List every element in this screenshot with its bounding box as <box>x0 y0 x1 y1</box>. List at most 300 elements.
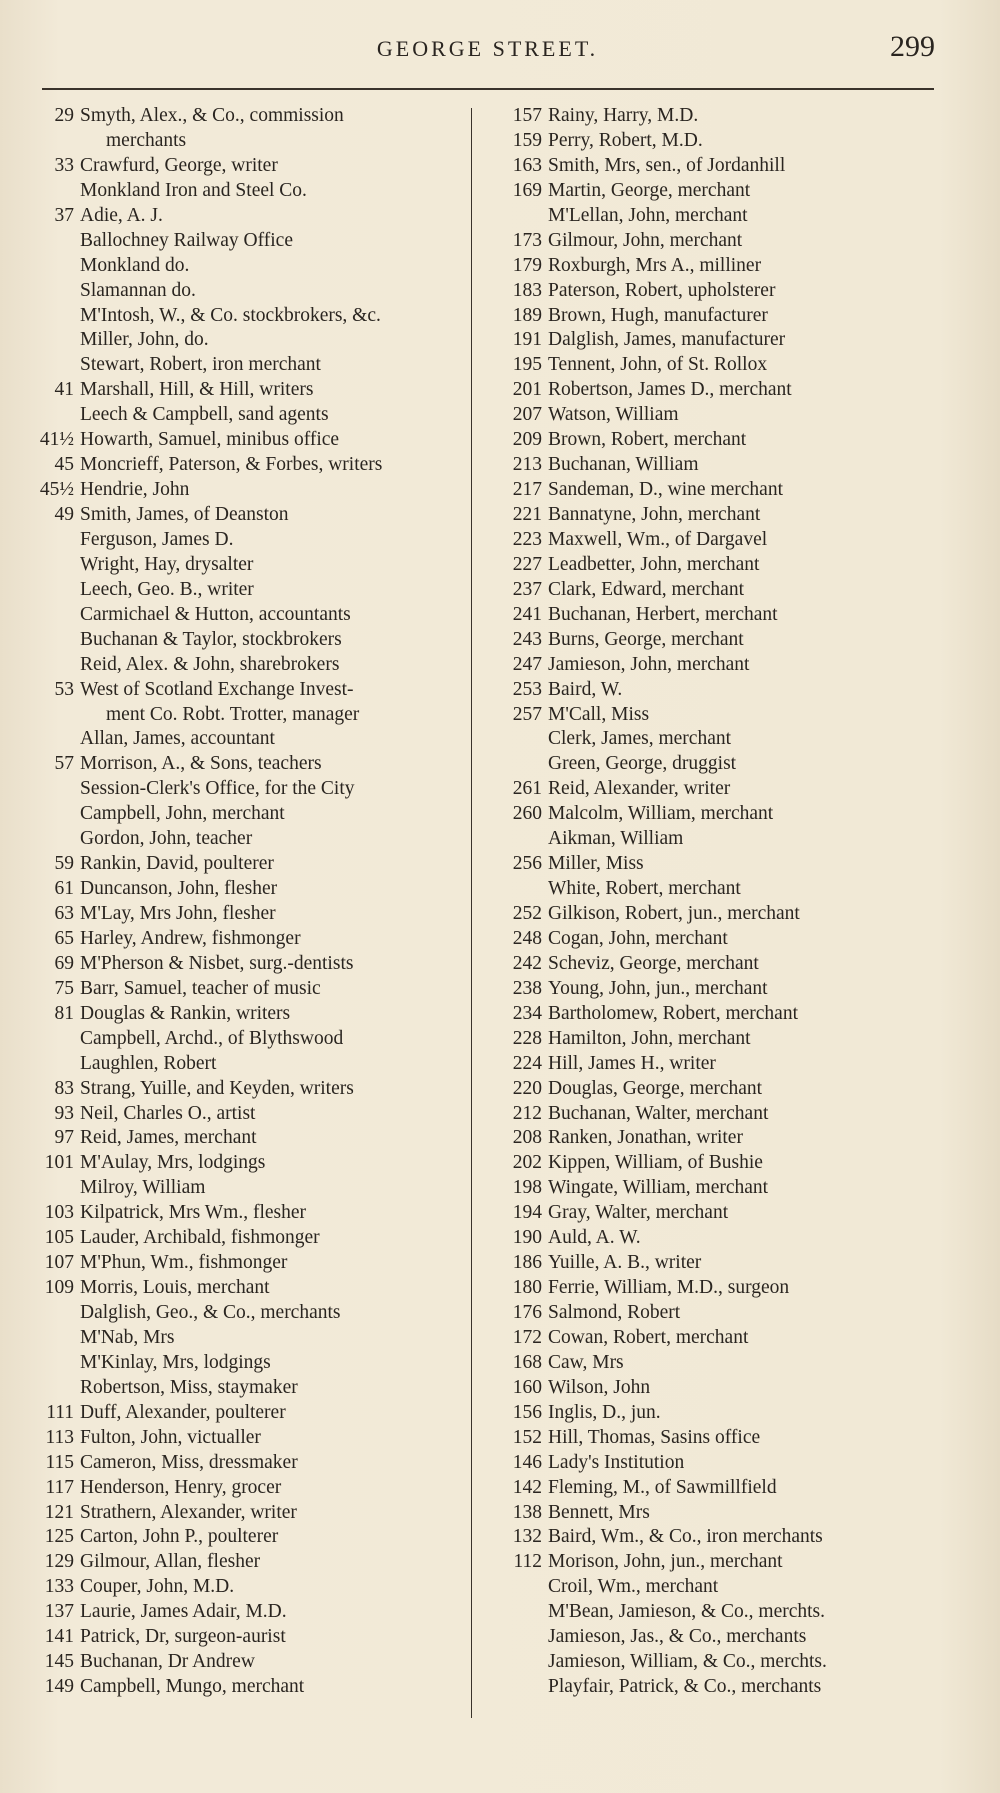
directory-entry <box>22 1376 478 1401</box>
house-number: 252 <box>512 903 542 924</box>
house-number: 45 <box>54 454 74 476</box>
directory-entry <box>492 952 932 977</box>
house-number: 169 <box>512 179 542 201</box>
house-number: 41½ <box>39 429 74 451</box>
directory-entry <box>492 1525 932 1550</box>
directory-entry <box>22 927 478 952</box>
directory-entry <box>22 1476 478 1501</box>
directory-entry <box>492 802 932 827</box>
house-number: 260 <box>512 803 542 825</box>
entry-text: Scheviz, George, merchant <box>548 952 759 974</box>
directory-entry <box>492 1251 932 1276</box>
entry-text: M'Phun, Wm., fishmonger <box>80 1252 288 1274</box>
entry-text: Reid, Alexander, writer <box>548 778 731 800</box>
directory-entry <box>22 1501 478 1526</box>
entry-text: Patrick, Dr, surgeon-aurist <box>80 1626 286 1648</box>
directory-entry <box>492 1126 932 1151</box>
house-number <box>22 254 80 279</box>
entry-text: Cogan, John, merchant <box>548 927 728 949</box>
directory-entry <box>22 328 478 353</box>
directory-entry <box>492 703 932 728</box>
entry-text: Cowan, Robert, merchant <box>548 1326 749 1348</box>
entry-text: Carton, John P., poulterer <box>80 1526 279 1548</box>
directory-entry <box>492 1002 932 1027</box>
house-number: 221 <box>512 504 542 525</box>
entry-text: Marshall, Hill, & Hill, writers <box>80 379 314 401</box>
entry-text: Howarth, Samuel, minibus office <box>80 429 340 451</box>
house-number: 107 <box>44 1252 74 1274</box>
house-number <box>22 1052 80 1077</box>
house-number: 33 <box>54 154 74 176</box>
directory-entry <box>492 179 932 204</box>
directory-entry <box>492 1201 932 1226</box>
entry-text: Buchanan, William <box>548 454 699 476</box>
entry-text: Brown, Hugh, manufacturer <box>548 304 768 326</box>
directory-entry <box>22 1226 478 1251</box>
house-number <box>22 1376 80 1401</box>
entry-text: M'Pherson & Nisbet, surg.-dentists <box>80 952 354 974</box>
entry-text: Ferguson, James D. <box>80 528 234 550</box>
house-number <box>22 628 80 653</box>
house-number: 149 <box>44 1676 74 1698</box>
house-number: 179 <box>512 254 542 276</box>
directory-entry <box>492 1625 932 1650</box>
house-number: 69 <box>54 952 74 974</box>
entry-text: Buchanan, Walter, merchant <box>548 1102 769 1124</box>
house-number: 168 <box>512 1351 542 1373</box>
entry-text: Brown, Robert, merchant <box>548 429 747 451</box>
house-number: 247 <box>512 653 542 675</box>
house-number: 156 <box>512 1401 542 1423</box>
entry-text: Wingate, William, merchant <box>548 1177 769 1199</box>
entry-text: Auld, A. W. <box>548 1227 641 1249</box>
directory-entry <box>22 254 478 279</box>
entry-text: Milroy, William <box>80 1177 206 1199</box>
entry-text: Ranken, Jonathan, writer <box>548 1127 743 1149</box>
directory-entry <box>22 1550 478 1575</box>
house-number: 241 <box>512 603 542 625</box>
house-number: 29 <box>54 105 74 126</box>
directory-entry <box>492 453 932 478</box>
house-number: 159 <box>512 129 542 151</box>
directory-entry <box>22 553 478 578</box>
house-number <box>22 653 80 678</box>
header-rule <box>42 88 934 90</box>
directory-entry <box>492 1027 932 1052</box>
directory-entry <box>492 553 932 578</box>
house-number <box>22 1301 80 1326</box>
directory-entry <box>22 1625 478 1650</box>
entry-text: Leadbetter, John, merchant <box>548 553 760 575</box>
directory-entry <box>492 1600 932 1625</box>
directory-entry <box>22 1276 478 1301</box>
directory-entry <box>492 678 932 703</box>
house-number: 217 <box>512 479 542 501</box>
entry-text: Jamieson, John, merchant <box>548 653 750 675</box>
directory-entry <box>22 129 478 154</box>
directory-entry <box>22 802 478 827</box>
house-number <box>22 802 80 827</box>
entry-text: Buchanan, Herbert, merchant <box>548 603 778 625</box>
house-number: 180 <box>512 1277 542 1299</box>
directory-entry <box>492 328 932 353</box>
house-number: 238 <box>512 977 542 999</box>
entry-text: Strang, Yuille, and Keyden, writers <box>80 1077 354 1099</box>
directory-entry <box>22 902 478 927</box>
entry-text: Barr, Samuel, teacher of music <box>80 977 321 999</box>
house-number: 223 <box>512 528 542 550</box>
left-column <box>22 104 478 1700</box>
house-number: 257 <box>512 703 542 725</box>
directory-entry <box>22 877 478 902</box>
house-number: 121 <box>44 1501 74 1523</box>
directory-entry <box>22 1575 478 1600</box>
entry-text: Kippen, William, of Bushie <box>548 1152 763 1174</box>
entry-text: Rankin, David, poulterer <box>80 853 274 875</box>
directory-entry <box>492 827 932 852</box>
house-number: 138 <box>512 1501 542 1523</box>
directory-entry <box>492 752 932 777</box>
entry-text: Morris, Louis, merchant <box>80 1277 270 1299</box>
house-number: 137 <box>44 1601 74 1623</box>
house-number <box>492 877 548 902</box>
house-number <box>22 578 80 603</box>
directory-entry <box>492 1550 932 1575</box>
house-number <box>492 827 548 852</box>
house-number: 209 <box>512 429 542 451</box>
house-number: 152 <box>512 1426 542 1448</box>
entry-text: Hill, Thomas, Sasins office <box>548 1426 761 1448</box>
entry-text: M'Bean, Jamieson, & Co., merchts. <box>548 1601 826 1623</box>
house-number: 45½ <box>39 479 74 501</box>
entry-text: merchants <box>106 129 187 151</box>
house-number: 83 <box>54 1077 74 1099</box>
house-number: 117 <box>45 1476 74 1498</box>
house-number: 201 <box>512 379 542 401</box>
house-number: 220 <box>512 1077 542 1099</box>
directory-entry <box>22 1600 478 1625</box>
entry-text: Hendrie, John <box>80 479 190 501</box>
house-number <box>22 727 80 752</box>
directory-entry <box>22 104 478 129</box>
house-number <box>22 528 80 553</box>
directory-entry <box>492 528 932 553</box>
entry-text: Miller, Miss <box>548 853 644 875</box>
entry-text: Douglas, George, merchant <box>548 1077 763 1099</box>
house-number <box>22 827 80 852</box>
entry-text: ment Co. Robt. Trotter, manager <box>106 703 360 725</box>
entry-text: Strathern, Alexander, writer <box>80 1501 297 1523</box>
entry-text: Robertson, James D., merchant <box>548 379 792 401</box>
house-number <box>22 403 80 428</box>
entry-text: Young, John, jun., merchant <box>548 977 768 999</box>
directory-entry <box>22 977 478 1002</box>
house-number: 111 <box>46 1401 74 1423</box>
house-number: 248 <box>512 927 542 949</box>
house-number <box>492 752 548 777</box>
directory-entry <box>22 1426 478 1451</box>
house-number <box>492 727 548 752</box>
entry-text: Duff, Alexander, poulterer <box>80 1401 286 1423</box>
directory-entry <box>22 1401 478 1426</box>
house-number <box>22 229 80 254</box>
directory-entry <box>492 852 932 877</box>
house-number: 191 <box>512 329 542 351</box>
directory-entry <box>492 154 932 179</box>
directory-entry <box>22 1326 478 1351</box>
directory-entry <box>492 1301 932 1326</box>
entry-text: Douglas & Rankin, writers <box>80 1002 291 1024</box>
directory-entry <box>22 752 478 777</box>
entry-text: Jamieson, Jas., & Co., merchants <box>548 1626 807 1648</box>
house-number <box>492 204 548 229</box>
entry-text: Croil, Wm., merchant <box>548 1576 719 1598</box>
directory-entry <box>22 1251 478 1276</box>
house-number: 256 <box>512 853 542 875</box>
house-number: 81 <box>54 1002 74 1024</box>
entry-text: Maxwell, Wm., of Dargavel <box>548 528 768 550</box>
house-number: 61 <box>54 878 74 900</box>
entry-text: Kilpatrick, Mrs Wm., flesher <box>80 1202 307 1224</box>
house-number <box>22 328 80 353</box>
directory-entry <box>492 1052 932 1077</box>
house-number: 253 <box>512 678 542 700</box>
directory-entry <box>492 1451 932 1476</box>
directory-entry <box>492 204 932 229</box>
directory-entry <box>22 279 478 304</box>
entry-text: Salmond, Robert <box>548 1302 681 1323</box>
directory-entry <box>22 1525 478 1550</box>
directory-entry <box>22 428 478 453</box>
entry-text: Moncrieff, Paterson, & Forbes, writers <box>80 454 383 476</box>
house-number: 59 <box>54 853 74 875</box>
directory-entry <box>492 1650 932 1675</box>
house-number <box>22 1351 80 1376</box>
entry-text: Bannatyne, John, merchant <box>548 504 761 525</box>
house-number <box>22 1027 80 1052</box>
entry-text: Wilson, John <box>548 1376 651 1398</box>
directory-entry <box>22 1301 478 1326</box>
directory-entry <box>492 902 932 927</box>
directory-entry <box>492 254 932 279</box>
right-column <box>492 104 932 1700</box>
directory-entry <box>22 478 478 503</box>
entry-text: Gilmour, Allan, flesher <box>80 1551 261 1573</box>
house-number: 242 <box>512 952 542 974</box>
entry-text: Lady's Institution <box>548 1451 685 1473</box>
house-number: 224 <box>512 1052 542 1074</box>
directory-entry <box>22 353 478 378</box>
house-number <box>22 304 80 329</box>
entry-text: Rainy, Harry, M.D. <box>548 105 699 126</box>
house-number: 41 <box>54 379 74 401</box>
house-number <box>492 1575 548 1600</box>
entry-text: Fulton, John, victualler <box>80 1426 261 1448</box>
entry-text: Ferrie, William, M.D., surgeon <box>548 1277 790 1299</box>
directory-entry <box>492 1326 932 1351</box>
house-number: 234 <box>512 1002 542 1024</box>
directory-entry <box>22 304 478 329</box>
house-number <box>22 553 80 578</box>
house-number <box>22 1326 80 1351</box>
entry-text: Ballochney Railway Office <box>80 229 293 251</box>
directory-entry <box>22 1151 478 1176</box>
house-number <box>492 1625 548 1650</box>
directory-entry <box>22 1650 478 1675</box>
entry-text: Morrison, A., & Sons, teachers <box>80 753 322 775</box>
house-number <box>22 179 80 204</box>
directory-entry <box>492 378 932 403</box>
house-number: 163 <box>512 154 542 176</box>
entry-text: Monkland Iron and Steel Co. <box>80 179 307 201</box>
entry-text: Tennent, John, of St. Rollox <box>548 354 768 376</box>
directory-entry <box>22 1052 478 1077</box>
entry-text: Smith, James, of Deanston <box>80 504 289 525</box>
directory-entry <box>22 1027 478 1052</box>
entry-text: Smith, Mrs, sen., of Jordanhill <box>548 154 786 176</box>
directory-entry <box>22 378 478 403</box>
entry-text: Gordon, John, teacher <box>80 828 253 850</box>
entry-text: Baird, W. <box>548 678 623 700</box>
directory-entry <box>22 528 478 553</box>
house-number: 113 <box>45 1426 74 1448</box>
entry-text: Wright, Hay, drysalter <box>80 553 254 575</box>
house-number: 227 <box>512 553 542 575</box>
house-number: 103 <box>44 1202 74 1224</box>
entry-text: Morison, John, jun., merchant <box>548 1551 783 1573</box>
entry-text: Campbell, Archd., of Blythswood <box>80 1027 344 1049</box>
running-title: GEORGE STREET. <box>376 36 599 61</box>
house-number: 157 <box>512 105 542 126</box>
directory-entry <box>22 777 478 802</box>
entry-text: Playfair, Patrick, & Co., merchants <box>548 1676 822 1698</box>
house-number: 172 <box>512 1326 542 1348</box>
directory-entry <box>492 403 932 428</box>
entry-text: Dalglish, Geo., & Co., merchants <box>80 1302 341 1323</box>
entry-text: Buchanan & Taylor, stockbrokers <box>80 628 342 650</box>
page-header <box>40 30 935 74</box>
directory-entry <box>22 154 478 179</box>
house-number: 202 <box>512 1152 542 1174</box>
directory-entry <box>22 1675 478 1700</box>
house-number: 109 <box>44 1277 74 1299</box>
directory-entry <box>492 578 932 603</box>
house-number <box>22 353 80 378</box>
house-number: 63 <box>54 903 74 924</box>
entry-text: Smyth, Alex., & Co., commission <box>80 105 344 126</box>
house-number: 65 <box>54 927 74 949</box>
entry-text: Adie, A. J. <box>80 204 163 226</box>
entry-text: Dalglish, James, manufacturer <box>548 329 786 351</box>
directory-entry <box>22 952 478 977</box>
entry-text: Slamannan do. <box>80 279 196 301</box>
house-number: 212 <box>512 1102 542 1124</box>
directory-entry <box>492 727 932 752</box>
directory-entry <box>492 1151 932 1176</box>
entry-text: Watson, William <box>548 404 679 426</box>
house-number: 142 <box>512 1476 542 1498</box>
entry-text: White, Robert, merchant <box>548 878 741 900</box>
entry-text: Hamilton, John, merchant <box>548 1027 751 1049</box>
entry-text: Bartholomew, Robert, merchant <box>548 1002 798 1024</box>
directory-entry <box>492 1077 932 1102</box>
house-number: 186 <box>512 1252 542 1274</box>
entry-text: Clark, Edward, merchant <box>548 578 745 600</box>
directory-entry <box>492 1276 932 1301</box>
house-number: 146 <box>512 1451 542 1473</box>
directory-entry <box>22 827 478 852</box>
entry-text: Fleming, M., of Sawmillfield <box>548 1476 777 1498</box>
house-number: 261 <box>512 778 542 800</box>
entry-text: Gray, Walter, merchant <box>548 1202 729 1224</box>
directory-entry <box>492 628 932 653</box>
house-number: 243 <box>512 628 542 650</box>
directory-entry <box>22 1002 478 1027</box>
entry-text: Monkland do. <box>80 254 190 276</box>
directory-entry <box>492 927 932 952</box>
house-number <box>492 1650 548 1675</box>
house-number <box>22 777 80 802</box>
directory-entry <box>22 1077 478 1102</box>
directory-entry <box>22 179 478 204</box>
directory-entry <box>492 603 932 628</box>
house-number <box>492 1675 548 1700</box>
entry-text: Duncanson, John, flesher <box>80 878 278 900</box>
entry-text: Leech & Campbell, sand agents <box>80 404 329 426</box>
house-number <box>22 129 80 154</box>
page-number: 299 <box>890 30 935 63</box>
entry-text: Caw, Mrs <box>548 1351 624 1373</box>
directory-entry <box>22 229 478 254</box>
house-number: 194 <box>512 1202 542 1224</box>
entry-text: Bennett, Mrs <box>548 1501 650 1523</box>
entry-text: Jamieson, William, & Co., merchts. <box>548 1651 827 1673</box>
entry-text: Leech, Geo. B., writer <box>80 578 254 600</box>
directory-entry <box>22 1201 478 1226</box>
directory-entry <box>22 852 478 877</box>
directory-entry <box>492 877 932 902</box>
directory-entry <box>492 777 932 802</box>
directory-entry <box>492 1351 932 1376</box>
entry-text: Session-Clerk's Office, for the City <box>80 778 355 800</box>
entry-text: Gilkison, Robert, jun., merchant <box>548 903 800 924</box>
entry-text: Laughlen, Robert <box>80 1052 217 1074</box>
directory-entry <box>492 1501 932 1526</box>
house-number: 49 <box>54 504 74 525</box>
entry-text: Lauder, Archibald, fishmonger <box>80 1227 320 1249</box>
house-number <box>22 603 80 628</box>
entry-text: Robertson, Miss, staymaker <box>80 1376 298 1398</box>
directory-entry <box>22 727 478 752</box>
directory-entry <box>492 1575 932 1600</box>
house-number: 173 <box>512 229 542 251</box>
directory-entry <box>22 453 478 478</box>
house-number: 125 <box>44 1526 74 1548</box>
directory-entry <box>22 1102 478 1127</box>
house-number: 115 <box>45 1451 74 1473</box>
entry-text: West of Scotland Exchange Invest- <box>80 678 354 700</box>
entry-text: Burns, George, merchant <box>548 628 744 650</box>
directory-entry <box>22 628 478 653</box>
directory-entry <box>492 104 932 129</box>
entry-text: Sandeman, D., wine merchant <box>548 479 784 501</box>
entry-text: Cameron, Miss, dressmaker <box>80 1451 298 1473</box>
directory-entry <box>492 503 932 528</box>
house-number: 183 <box>512 279 542 301</box>
entry-text: Couper, John, M.D. <box>80 1576 235 1598</box>
directory-entry <box>492 977 932 1002</box>
house-number <box>22 279 80 304</box>
